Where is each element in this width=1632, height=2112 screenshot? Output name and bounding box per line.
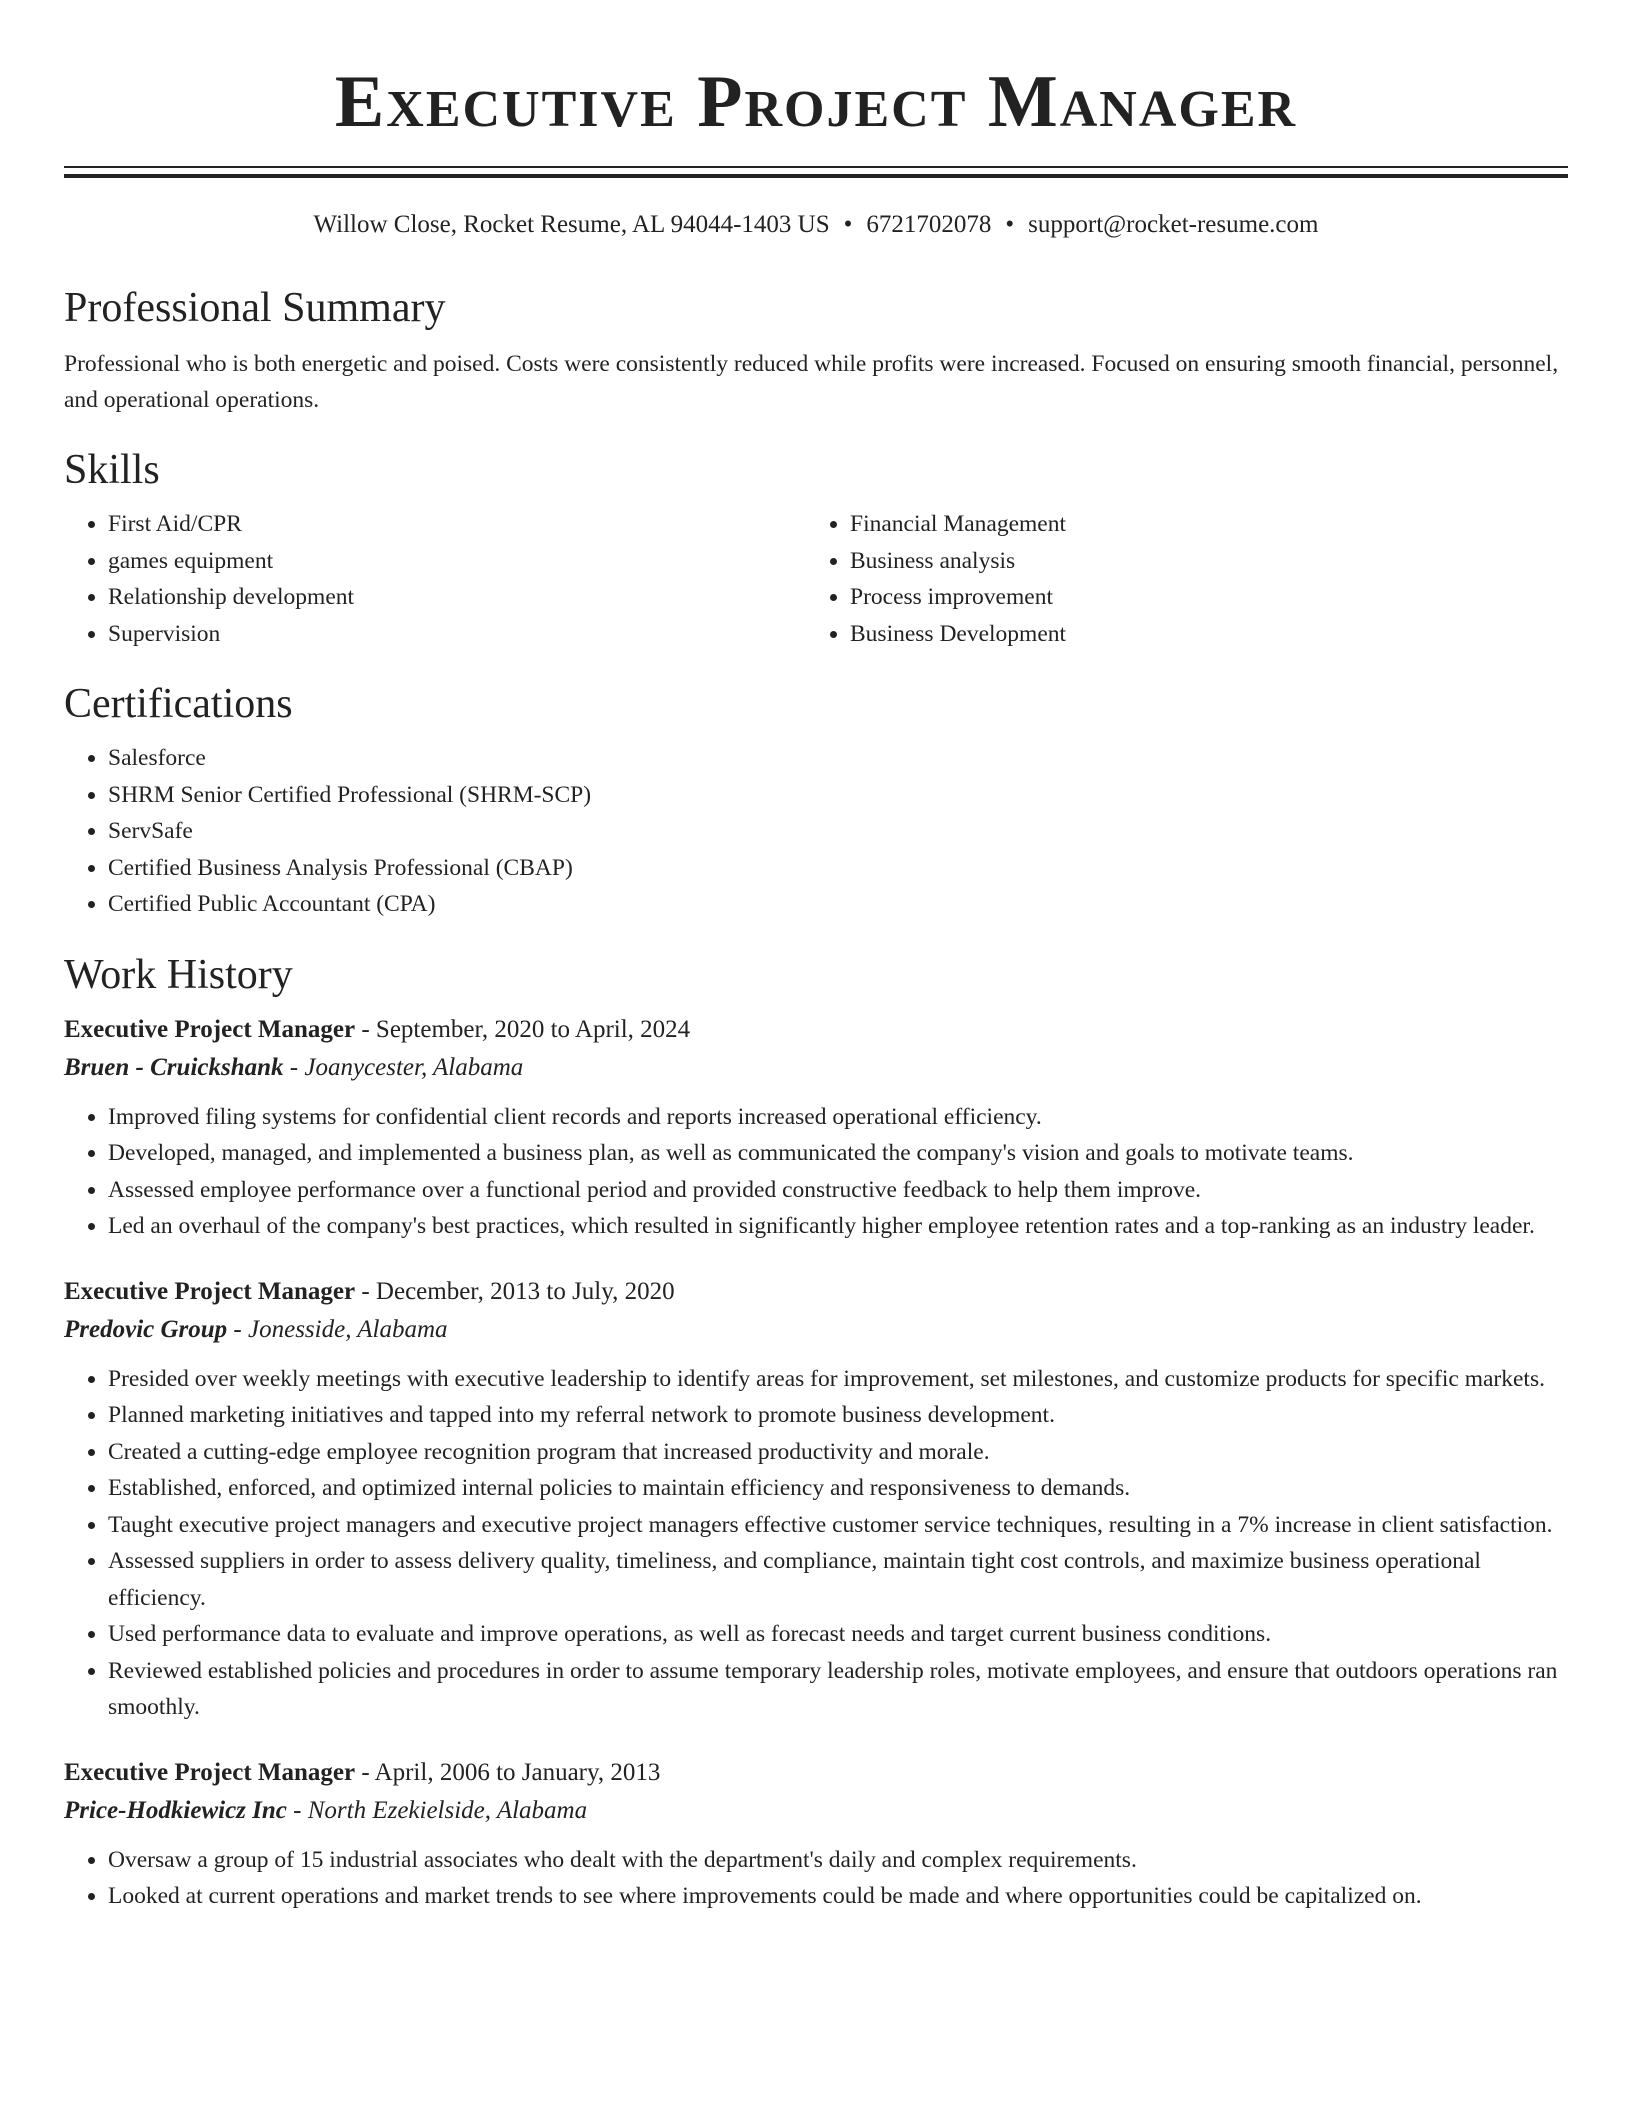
job-company-line: Predovic Group - Jonesside, Alabama xyxy=(64,1315,448,1343)
skills-heading: Skills xyxy=(64,447,160,493)
work-history-heading: Work History xyxy=(64,951,293,998)
job-dates: April, 2006 to January, 2013 xyxy=(374,1758,661,1786)
job-header: Executive Project Manager - September, 2020 to April, 2024 xyxy=(64,1015,691,1043)
job-company: Bruen - Cruickshank xyxy=(64,1053,284,1081)
job-duty: • Established, enforced, and optimized internal policies to maintain efficiency and responsiveness to demands. xyxy=(108,1470,1568,1507)
skill-item: • games equipment xyxy=(108,543,806,580)
job-company-line: Bruen - Cruickshank - Joanycester, Alabama xyxy=(64,1053,524,1081)
summary-text: Professional who is both energetic and poised. Costs were consistently reduced while profits were increased. Focused on ensuring smooth financial, personnel, and operational operations. xyxy=(64,351,1559,413)
job-duty: • Led an overhaul of the company's best practices, which resulted in significantly higher employee retention rates and a top-ranking as an industry leader. xyxy=(108,1208,1568,1245)
job-duty: • Presided over weekly meetings with executive leadership to identify areas for improvement, set milestones, and customize products for specific markets. xyxy=(108,1361,1568,1398)
certification-item: • Salesforce xyxy=(108,740,1568,777)
job-header: Executive Project Manager - December, 2013 to July, 2020 xyxy=(64,1277,675,1305)
contact-separator: • xyxy=(1005,211,1015,238)
resume-page xyxy=(64,0,1568,1915)
certification-item: • Certified Business Analysis Professional (CBAP) xyxy=(108,850,1568,887)
job-entry xyxy=(64,1754,1568,1915)
job-location: North Ezekielside, Alabama xyxy=(307,1796,588,1824)
job-role: Executive Project Manager xyxy=(64,1758,356,1786)
skills-list-right xyxy=(806,506,1548,652)
job-duty: • Developed, managed, and implemented a business plan, as well as communicated the company's vision and goals to motivate teams. xyxy=(108,1135,1568,1172)
job-duty: • Created a cutting-edge employee recognition program that increased productivity and morale. xyxy=(108,1434,1568,1471)
job-duty: • Looked at current operations and market trends to see where improvements could be made and where opportunities could be capitalized on. xyxy=(108,1878,1568,1915)
job-dates: December, 2013 to July, 2020 xyxy=(375,1277,675,1305)
job-dates: September, 2020 to April, 2024 xyxy=(375,1015,691,1043)
contact-address: Willow Close, Rocket Resume, AL 94044-1403 US xyxy=(313,211,830,238)
skill-item: • Business Development xyxy=(850,616,1548,653)
job-duty: • Used performance data to evaluate and improve operations, as well as forecast needs and target current business conditions. xyxy=(108,1616,1568,1653)
skill-item: • Business analysis xyxy=(850,543,1548,580)
certification-item: • ServSafe xyxy=(108,813,1568,850)
skills-grid xyxy=(64,506,1568,652)
contact-line xyxy=(64,208,1568,242)
job-duty: • Improved filing systems for confidential client records and reports increased operational efficiency. xyxy=(108,1099,1568,1136)
title-rule-thin xyxy=(64,166,1568,168)
job-location: Jonesside, Alabama xyxy=(248,1315,448,1343)
skills-list-left xyxy=(64,506,806,652)
certification-item: • SHRM Senior Certified Professional (SHRM-SCP) xyxy=(108,777,1568,814)
certifications-heading: Certifications xyxy=(64,681,293,727)
job-duty: • Planned marketing initiatives and tapped into my referral network to promote business development. xyxy=(108,1397,1568,1434)
job-company: Price-Hodkiewicz Inc xyxy=(64,1796,287,1824)
job-duty: • Taught executive project managers and executive project managers effective customer service techniques, resulting in a 7% increase in client satisfaction. xyxy=(108,1507,1568,1544)
skills-column-right xyxy=(806,506,1548,652)
skill-item: • Supervision xyxy=(108,616,806,653)
job-role: Executive Project Manager xyxy=(64,1277,356,1305)
job-duties-list xyxy=(64,1361,1568,1726)
skill-item: • Financial Management xyxy=(850,506,1548,543)
contact-email: support@rocket-resume.com xyxy=(1028,211,1319,238)
job-duties-list xyxy=(64,1842,1568,1915)
contact-separator: • xyxy=(843,211,853,238)
skill-item: • First Aid/CPR xyxy=(108,506,806,543)
job-duty: • Reviewed established policies and procedures in order to assume temporary leadership roles, motivate employees, and ensure that outdoors operations ran smoothly. xyxy=(108,1653,1568,1726)
job-duty: • Assessed suppliers in order to assess delivery quality, timeliness, and compliance, maintain tight cost controls, and maximize business operational efficiency. xyxy=(108,1543,1568,1616)
job-header: Executive Project Manager - April, 2006 to January, 2013 xyxy=(64,1758,661,1786)
job-duty: • Oversaw a group of 15 industrial associates who dealt with the department's daily and complex requirements. xyxy=(108,1842,1568,1879)
resume-title: Executive Project Manager xyxy=(334,61,1298,143)
job-entry xyxy=(64,1011,1568,1245)
job-duty: • Assessed employee performance over a functional period and provided constructive feedback to help them improve. xyxy=(108,1172,1568,1209)
job-duties-list xyxy=(64,1099,1568,1245)
contact-phone: 6721702078 xyxy=(866,211,992,238)
summary-heading: Professional Summary xyxy=(64,285,446,331)
job-role: Executive Project Manager xyxy=(64,1015,356,1043)
job-company: Predovic Group xyxy=(64,1315,228,1343)
skill-item: • Process improvement xyxy=(850,579,1548,616)
job-location: Joanycester, Alabama xyxy=(304,1053,524,1081)
job-company-line: Price-Hodkiewicz Inc - North Ezekielside, Alabama xyxy=(64,1796,588,1824)
job-entry xyxy=(64,1273,1568,1726)
skills-column-left xyxy=(64,506,806,652)
title-rule-thick xyxy=(64,174,1568,178)
skill-item: • Relationship development xyxy=(108,579,806,616)
certification-item: • Certified Public Accountant (CPA) xyxy=(108,886,1568,923)
certifications-list xyxy=(64,740,1568,923)
